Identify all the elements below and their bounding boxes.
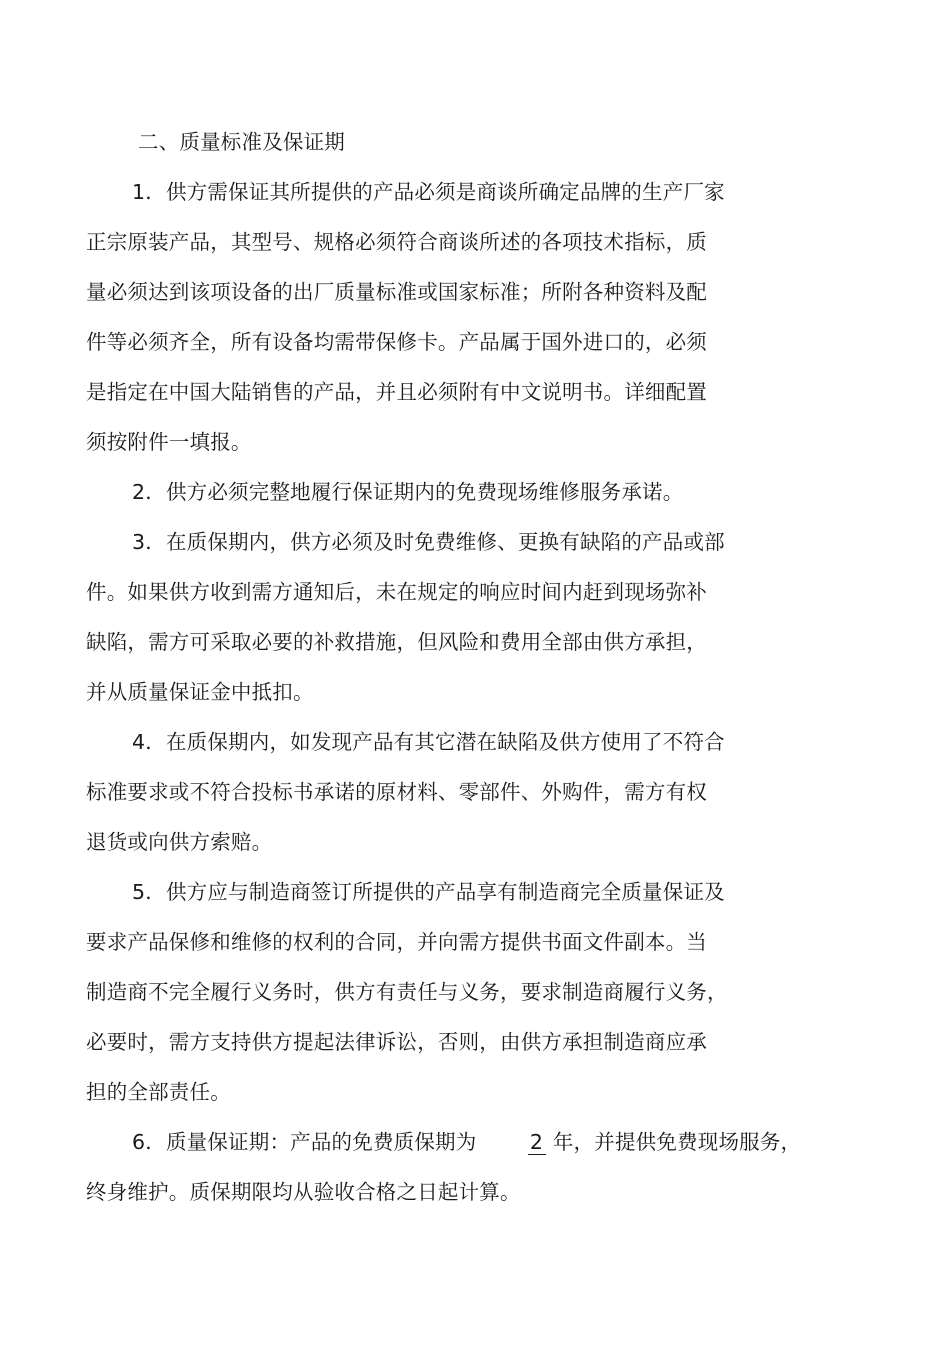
- clause-1-line-3: 量必须达到该项设备的出厂质量标准或国家标准；所附各种资料及配: [86, 280, 707, 304]
- clause-5-line-4: 必要时，需方支持供方提起法律诉讼，否则，由供方承担制造商应承: [86, 1030, 707, 1054]
- clause-2-line-1: 2．供方必须完整地履行保证期内的免费现场维修服务承诺。: [132, 480, 684, 504]
- clause-1-line-6: 须按附件一填报。: [86, 430, 252, 454]
- clause-4-line-1: 4．在质保期内，如发现产品有其它潜在缺陷及供方使用了不符合: [132, 730, 725, 754]
- clause-4-line-3: 退货或向供方索赔。: [86, 830, 273, 854]
- clause-1-line-1: 1．供方需保证其所提供的产品必须是商谈所确定品牌的生产厂家: [132, 180, 725, 204]
- clause-3-line-3: 缺陷，需方可采取必要的补救措施，但风险和费用全部由供方承担，: [86, 630, 707, 654]
- clause-1-line-2: 正宗原装产品，其型号、规格必须符合商谈所述的各项技术指标，质: [86, 230, 707, 254]
- clause-3-line-2: 件。如果供方收到需方通知后，未在规定的响应时间内赶到现场弥补: [86, 580, 707, 604]
- clause-5-line-3: 制造商不完全履行义务时，供方有责任与义务，要求制造商履行义务，: [86, 980, 728, 1004]
- clause-1-line-4: 件等必须齐全，所有设备均需带保修卡。产品属于国外进口的，必须: [86, 330, 707, 354]
- clause-6-text-after: 年，并提供免费现场服务，: [552, 1130, 802, 1154]
- clause-1-line-5: 是指定在中国大陆销售的产品，并且必须附有中文说明书。详细配置: [86, 380, 707, 404]
- clause-6-text-before: 6．质量保证期：产品的免费质保期为: [132, 1130, 477, 1154]
- clause-6-line-2: 终身维护。质保期限均从验收合格之日起计算。: [86, 1180, 521, 1204]
- clause-5-line-1: 5．供方应与制造商签订所提供的产品享有制造商完全质量保证及: [132, 880, 725, 904]
- warranty-years-value: 2: [528, 1130, 546, 1155]
- clause-5-line-2: 要求产品保修和维修的权利的合同，并向需方提供书面文件副本。当: [86, 930, 707, 954]
- clause-3-line-4: 并从质量保证金中抵扣。: [86, 680, 314, 704]
- section-title: 二、质量标准及保证期: [138, 130, 345, 154]
- clause-5-line-5: 担的全部责任。: [86, 1080, 231, 1104]
- clause-6-line-1: [132, 1128, 801, 1156]
- clause-4-line-2: 标准要求或不符合投标书承诺的原材料、零部件、外购件，需方有权: [86, 780, 707, 804]
- clause-3-line-1: 3．在质保期内，供方必须及时免费维修、更换有缺陷的产品或部: [132, 530, 725, 554]
